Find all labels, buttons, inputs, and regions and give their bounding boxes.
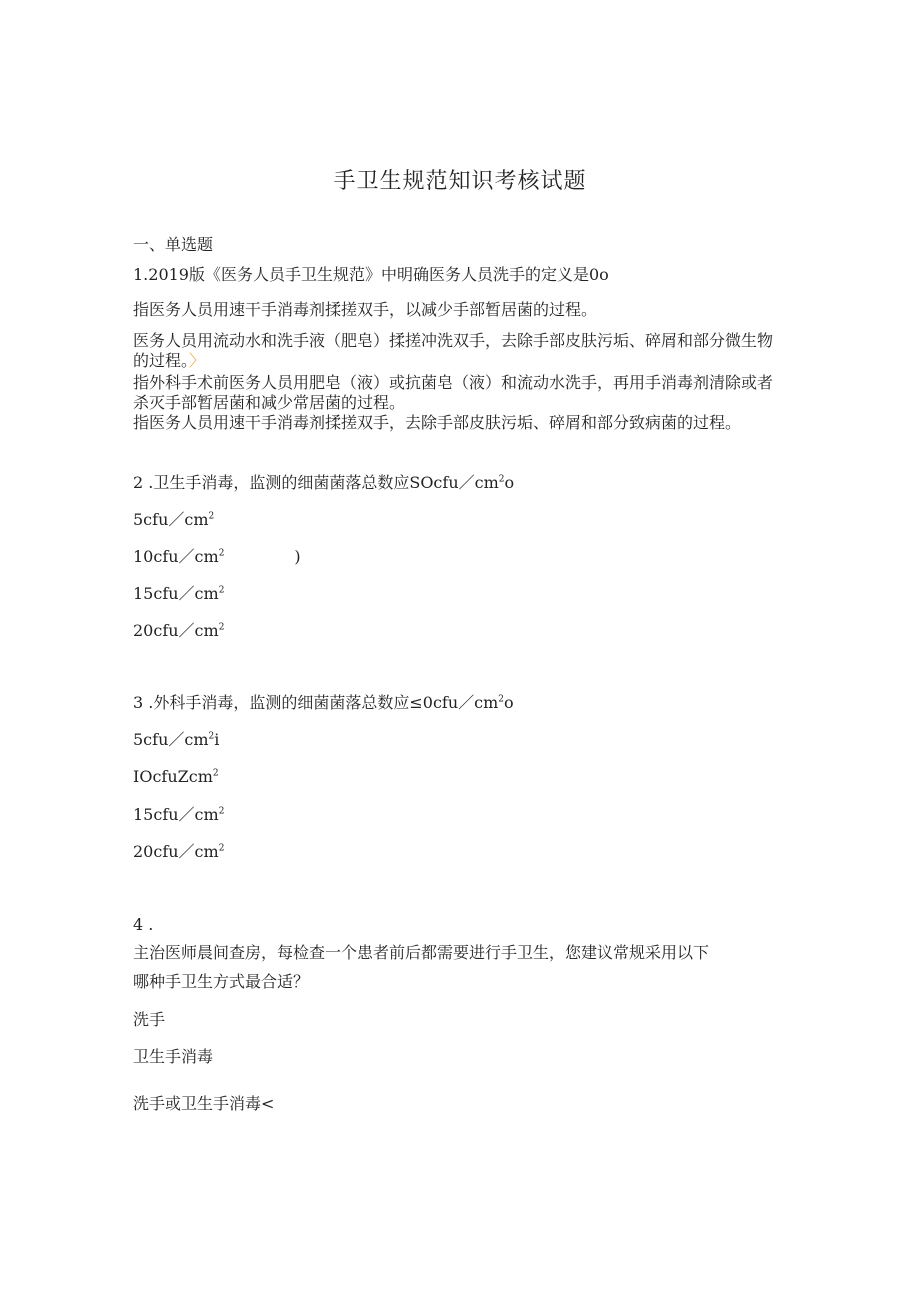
superscript: 2 <box>218 622 225 633</box>
question-1-option-b <box>133 331 783 371</box>
option-text: 10cfu／cm <box>133 547 219 566</box>
superscript: 2 <box>498 694 504 705</box>
question-3-stem <box>133 693 514 713</box>
option-text: 15cfu／cm <box>133 805 219 824</box>
question-2-stem-tail: o <box>504 473 515 492</box>
question-4-option-c: 洗手或卫生手消毒< <box>133 1094 275 1113</box>
question-3-option-c <box>133 805 224 825</box>
superscript: 2 <box>218 843 225 854</box>
question-1-option-a: 指医务人员用速干手消毒剂揉搓双手，以减少手部暂居菌的过程。 <box>133 300 598 319</box>
question-2-stem <box>133 473 514 493</box>
question-3-option-d <box>133 842 224 862</box>
option-text: 5cfu／cm <box>133 730 209 749</box>
option-text: 20cfu／cm <box>133 842 219 861</box>
option-tail: i <box>214 730 220 749</box>
question-2-option-a <box>133 510 214 530</box>
question-1-stem: 1.2019版《医务人员手卫生规范》中明确医务人员洗手的定义是0o <box>133 265 609 284</box>
question-1-option-c-text: 指外科手术前医务人员用肥皂（液）或抗菌皂（液）和流动水洗手，再用手消毒剂清除或者杀灭手部暂居菌和减少常居菌的过程。 <box>133 373 774 412</box>
question-4-option-b: 卫生手消毒 <box>133 1047 214 1066</box>
question-2-stem-text: 2 .卫生手消毒，监测的细菌菌落总数应SOcfu／cm <box>133 473 499 492</box>
superscript: 2 <box>208 511 215 522</box>
option-text: 5cfu／cm <box>133 510 209 529</box>
question-1-option-d: 指医务人员用速干手消毒剂揉搓双手，去除手部皮肤污垢、碎屑和部分致病菌的过程。 <box>133 413 742 432</box>
answer-mark: ) <box>294 547 301 566</box>
page-title: 手卫生规范知识考核试题 <box>333 169 587 194</box>
question-4-stem-line-2: 哪种手卫生方式最合适？ <box>133 972 310 991</box>
superscript: 2 <box>218 585 225 596</box>
question-1-option-b-text: 医务人员用流动水和洗手液（肥皂）揉搓冲洗双手，去除手部皮肤污垢、碎屑和部分微生物的过程。 <box>133 331 774 370</box>
option-text: 15cfu／cm <box>133 584 219 603</box>
question-2-option-b <box>133 547 301 567</box>
superscript: 2 <box>218 548 225 559</box>
question-3-stem-tail: o <box>504 693 514 712</box>
section-heading: 一、单选题 <box>133 235 214 254</box>
answer-mark: 〉 <box>189 351 206 370</box>
question-3-stem-text: 3 .外科手消毒，监测的细菌菌落总数应≤0cfu／cm <box>133 693 499 712</box>
question-4-stem-line-1: 主治医师晨间查房，每检查一个患者前后都需要进行手卫生，您建议常规采用以下 <box>133 943 710 962</box>
option-text: IOcfuZcm <box>133 767 213 786</box>
question-1-option-c <box>133 373 783 413</box>
question-2-option-c <box>133 584 224 604</box>
question-4-option-a: 洗手 <box>133 1010 166 1029</box>
question-3-option-a <box>133 730 219 750</box>
question-3-option-b <box>133 767 219 787</box>
superscript: 2 <box>212 768 219 779</box>
question-2-option-d <box>133 621 224 641</box>
superscript: 2 <box>498 474 505 485</box>
superscript: 2 <box>218 806 225 817</box>
superscript: 2 <box>208 731 215 742</box>
question-4-number: 4 . <box>133 915 154 934</box>
option-text: 20cfu／cm <box>133 621 219 640</box>
